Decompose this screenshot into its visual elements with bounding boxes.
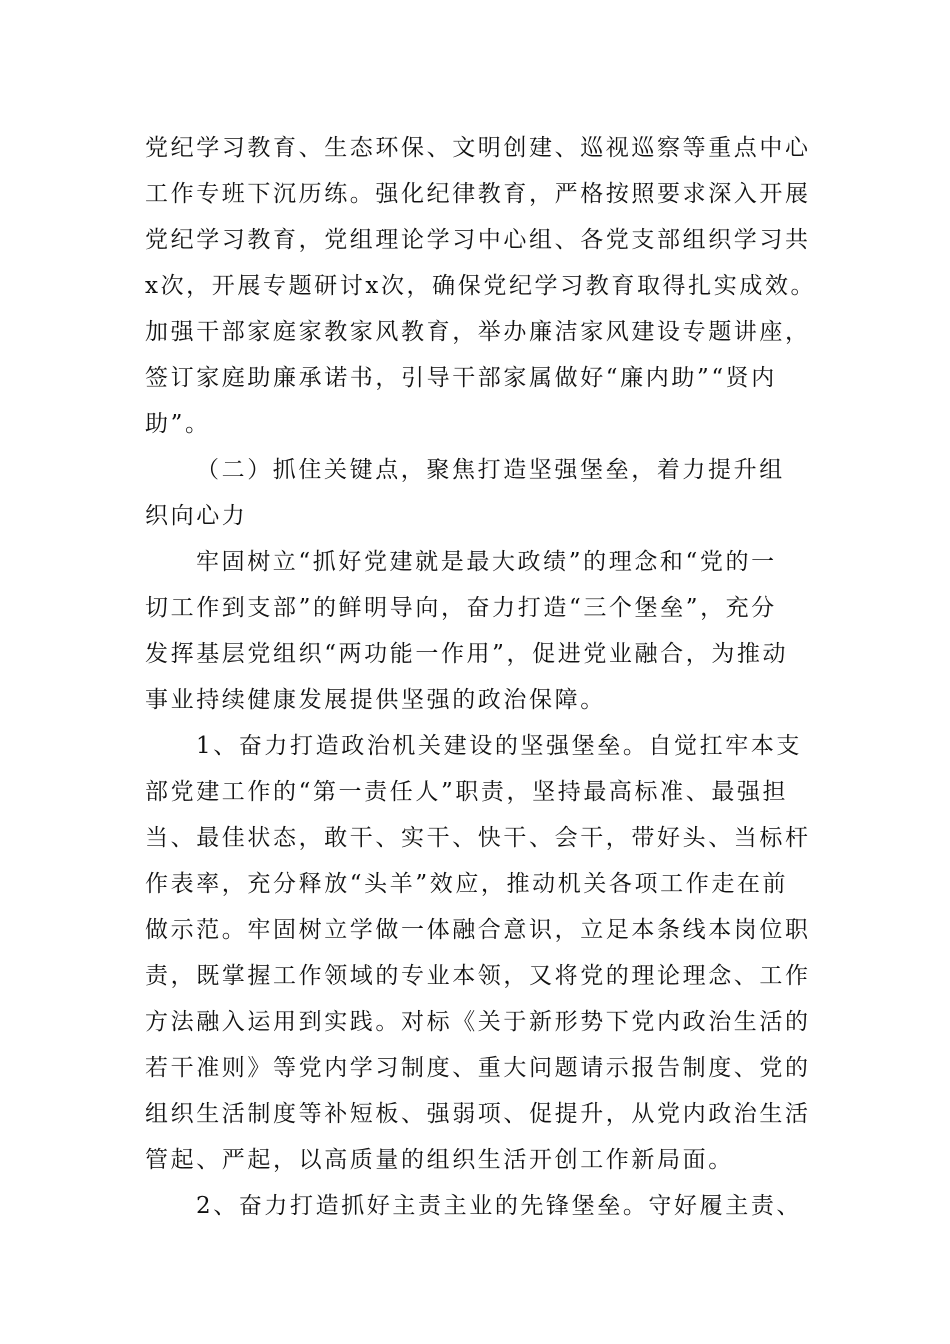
paragraph-start: 1、奋力打造政治机关建设的坚强堡垒。自觉扛牢本支 xyxy=(196,733,803,759)
text-line: 若干准则》等党内学习制度、重大问题请示报告制度、党的 xyxy=(145,1055,811,1081)
text-line: 党纪学习教育、生态环保、文明创建、巡视巡察等重点中心 xyxy=(145,135,811,161)
text-line: 事业持续健康发展提供坚强的政治保障。 xyxy=(145,687,606,713)
paragraph-start: 牢固树立“抓好党建就是最大政绩”的理念和“党的一 xyxy=(196,549,777,575)
section-heading-continued: 织向心力 xyxy=(145,503,248,529)
text-line: 作表率，充分释放“头羊”效应，推动机关各项工作走在前 xyxy=(145,871,789,897)
text-line: 方法融入运用到实践。对标《关于新形势下党内政治生活的 xyxy=(145,1009,811,1035)
text-line: 当、最佳状态，敢干、实干、快干、会干，带好头、当标杆 xyxy=(145,825,811,851)
text-line: 部党建工作的“第一责任人”职责，坚持最高标准、最强担 xyxy=(145,779,789,805)
text-line: x次，开展专题研讨x次，确保党纪学习教育取得扎实成效。 xyxy=(145,273,817,299)
text-line: 加强干部家庭家教家风教育，举办廉洁家风建设专题讲座， xyxy=(145,319,811,345)
section-heading: （二）抓住关键点，聚焦打造坚强堡垒，着力提升组 xyxy=(196,457,785,483)
text-line: 做示范。牢固树立学做一体融合意识，立足本条线本岗位职 xyxy=(145,917,811,943)
paragraph-start: 2、奋力打造抓好主责主业的先锋堡垒。守好履主责、 xyxy=(196,1193,803,1219)
text-line: 签订家庭助廉承诺书，引导干部家属做好“廉内助”“贤内 xyxy=(145,365,777,391)
text-line: 切工作到支部”的鲜明导向，奋力打造“三个堡垒”，充分 xyxy=(145,595,777,621)
text-line: 工作专班下沉历练。强化纪律教育，严格按照要求深入开展 xyxy=(145,181,811,207)
text-line: 发挥基层党组织“两功能一作用”，促进党业融合，为推动 xyxy=(145,641,789,667)
text-line: 责，既掌握工作领域的专业本领，又将党的理论理念、工作 xyxy=(145,963,811,989)
text-line: 党纪学习教育，党组理论学习中心组、各党支部组织学习共 xyxy=(145,227,811,253)
text-line: 助”。 xyxy=(145,411,211,437)
text-line: 组织生活制度等补短板、强弱项、促提升，从党内政治生活 xyxy=(145,1101,811,1127)
text-line: 管起、严起，以高质量的组织生活开创工作新局面。 xyxy=(145,1147,734,1173)
